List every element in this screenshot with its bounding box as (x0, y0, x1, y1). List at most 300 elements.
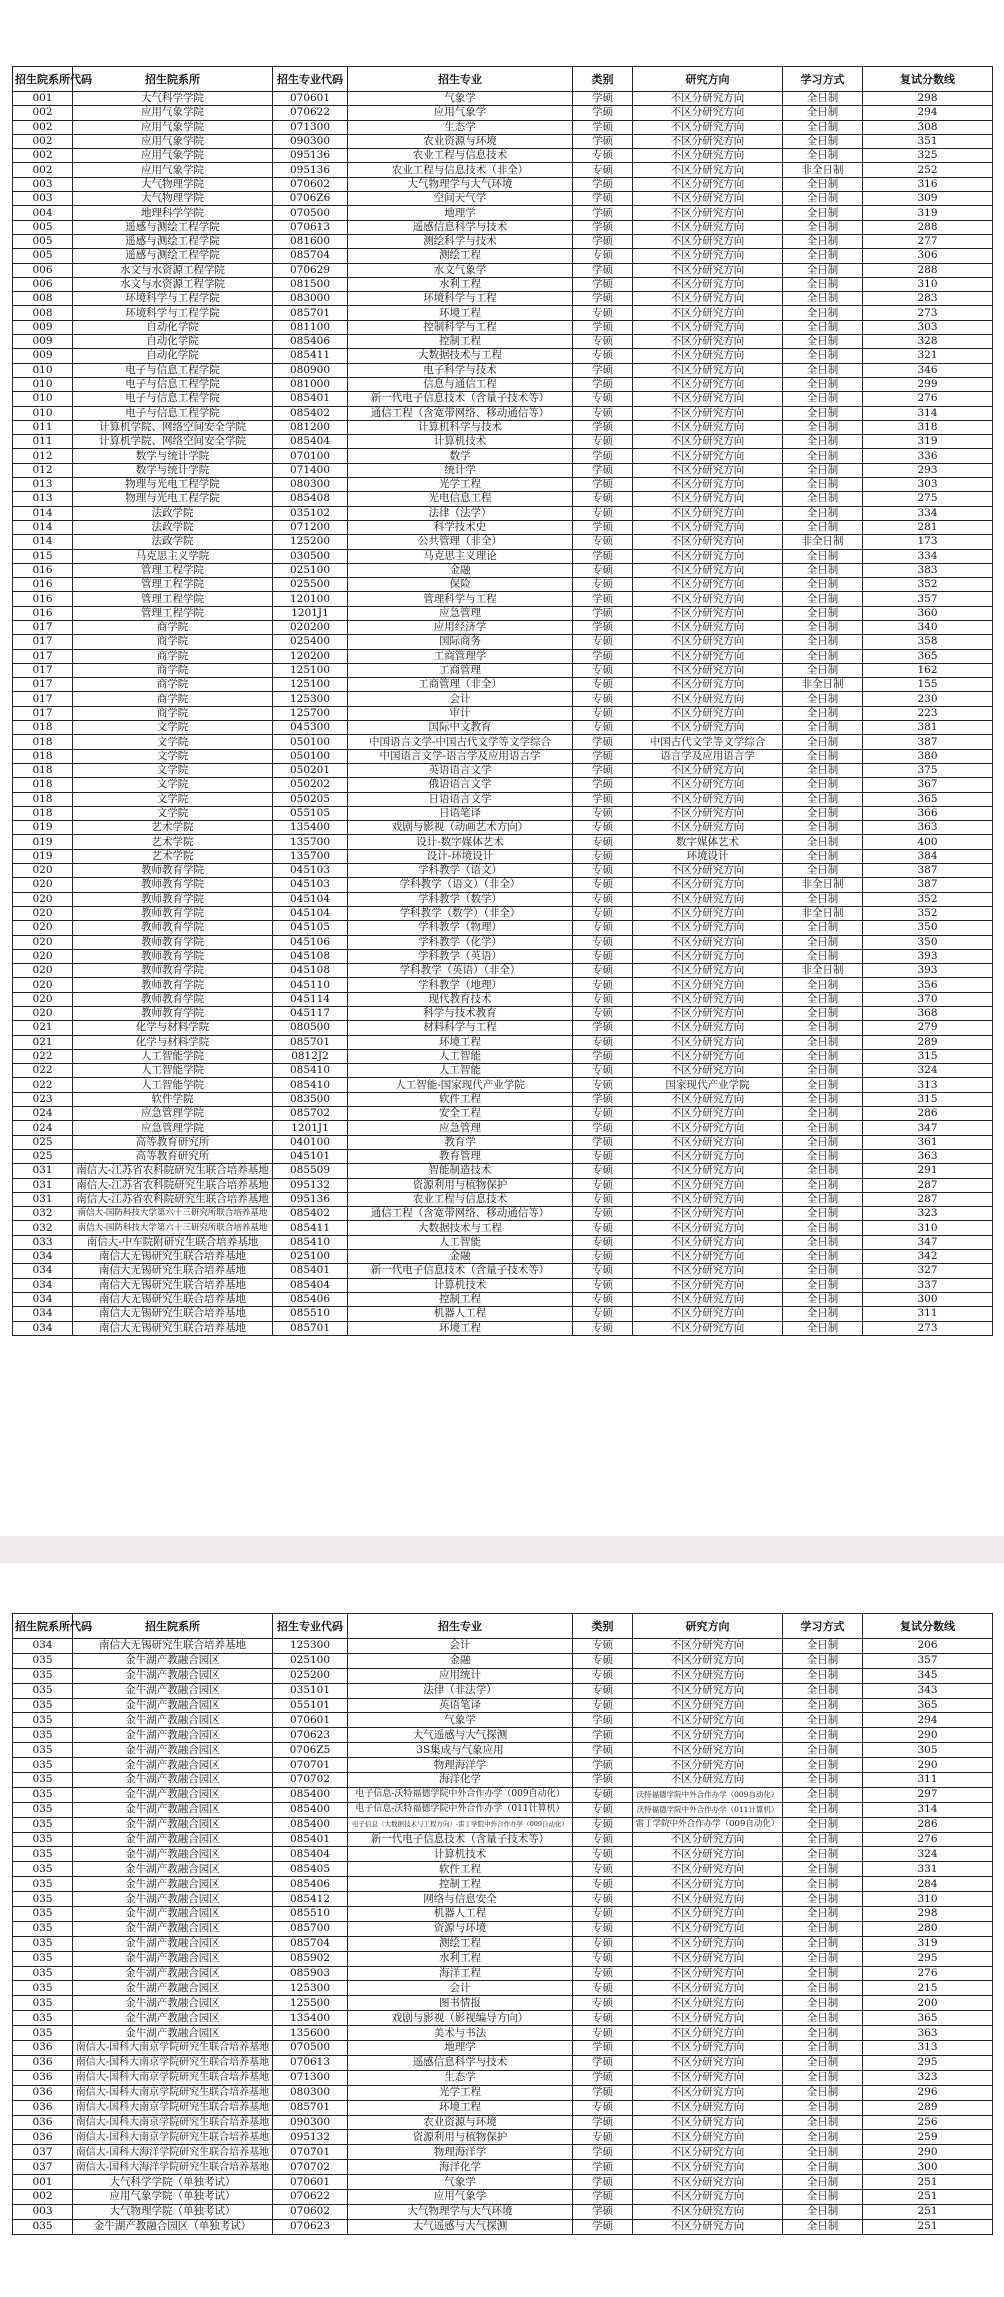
dept-cell: 应用气象学院 (73, 163, 273, 177)
type-cell: 学硕 (573, 592, 633, 606)
dept-cell: 金牛湖产教融合园区 (73, 1713, 273, 1728)
dept-cell: 南信大-江苏省农科院研究生联合培养基地 (73, 1164, 273, 1178)
dept-code-cell: 035 (13, 1817, 73, 1832)
study-mode-cell: 全日制 (783, 1832, 863, 1847)
major-cell: 物理海洋学 (348, 1758, 573, 1773)
study-mode-cell: 全日制 (783, 792, 863, 806)
score-cell: 314 (863, 406, 993, 420)
score-cell: 289 (863, 2100, 993, 2115)
dept-code-cell: 034 (13, 1639, 73, 1654)
dept-cell: 物理与光电工程学院 (73, 478, 273, 492)
study-mode-cell: 全日制 (783, 1121, 863, 1135)
dept-cell: 南信大-国科大海洋学院研究生联合培养基地 (73, 2160, 273, 2175)
type-cell: 学硕 (573, 1049, 633, 1063)
study-mode-cell: 非全日制 (783, 678, 863, 692)
score-cell: 288 (863, 220, 993, 234)
study-mode-cell: 全日制 (783, 449, 863, 463)
dept-cell: 教师教育学院 (73, 949, 273, 963)
score-cell: 291 (863, 1164, 993, 1178)
dept-cell: 金牛湖产教融合园区 (73, 1847, 273, 1862)
major-cell: 大气物理学与大气环境 (348, 2204, 573, 2219)
direction-cell: 数字媒体艺术 (633, 835, 783, 849)
type-cell: 专硕 (573, 435, 633, 449)
direction-cell: 不区分研究方向 (633, 363, 783, 377)
major-code-cell: 085902 (273, 1951, 348, 1966)
table-row (13, 1164, 993, 1178)
score-cell: 350 (863, 935, 993, 949)
dept-cell: 金牛湖产教融合园区 (73, 1892, 273, 1907)
table-row (13, 192, 993, 206)
score-cell: 259 (863, 2130, 993, 2145)
score-cell: 206 (863, 1639, 993, 1654)
score-cell: 276 (863, 1832, 993, 1847)
direction-cell: 不区分研究方向 (633, 1178, 783, 1192)
type-cell: 专硕 (573, 1907, 633, 1922)
type-cell: 学硕 (573, 2085, 633, 2100)
major-cell: 软件工程 (348, 1862, 573, 1877)
score-cell: 277 (863, 234, 993, 248)
dept-cell: 教师教育学院 (73, 864, 273, 878)
direction-cell: 不区分研究方向 (633, 1996, 783, 2011)
type-cell: 专硕 (573, 992, 633, 1006)
table-row (13, 606, 993, 620)
table-row (13, 1250, 993, 1264)
type-cell: 学硕 (573, 763, 633, 777)
table-row (13, 1207, 993, 1221)
table-row (13, 463, 993, 477)
direction-cell: 沃特福德学院中外合作办学（009自动化） (633, 1787, 783, 1802)
study-mode-cell: 非全日制 (783, 878, 863, 892)
table-row (13, 1321, 993, 1335)
table-row (13, 177, 993, 191)
table-row (13, 721, 993, 735)
major-code-cell: 083500 (273, 1092, 348, 1106)
dept-code-cell: 034 (13, 1292, 73, 1306)
major-code-cell: 085401 (273, 1264, 348, 1278)
major-code-cell: 081600 (273, 234, 348, 248)
type-cell: 专硕 (573, 1639, 633, 1654)
table-row (13, 2189, 993, 2204)
dept-cell: 金牛湖产教融合园区 (73, 1862, 273, 1877)
direction-cell: 不区分研究方向 (633, 406, 783, 420)
study-mode-cell: 全日制 (783, 649, 863, 663)
study-mode-cell: 全日制 (783, 1250, 863, 1264)
page-2 (0, 1563, 1004, 2297)
major-cell: 环境工程 (348, 1321, 573, 1335)
major-cell: 计算机技术 (348, 435, 573, 449)
direction-cell: 不区分研究方向 (633, 192, 783, 206)
score-cell: 313 (863, 1078, 993, 1092)
header-major-code: 招生专业代码 (273, 67, 348, 92)
dept-code-cell: 010 (13, 377, 73, 391)
direction-cell: 国家现代产业学院 (633, 1078, 783, 1092)
dept-cell: 数学与统计学院 (73, 463, 273, 477)
dept-code-cell: 016 (13, 578, 73, 592)
major-cell: 气象学 (348, 2175, 573, 2190)
study-mode-cell: 全日制 (783, 563, 863, 577)
dept-cell: 南信大-国科大南京学院研究生联合培养基地 (73, 2130, 273, 2145)
dept-cell: 南信大-江苏省农科院研究生联合培养基地 (73, 1192, 273, 1206)
direction-cell: 不区分研究方向 (633, 2189, 783, 2204)
major-code-cell: 050201 (273, 763, 348, 777)
study-mode-cell: 全日制 (783, 1921, 863, 1936)
table-row (13, 1787, 993, 1802)
dept-code-cell: 018 (13, 806, 73, 820)
study-mode-cell: 全日制 (783, 1207, 863, 1221)
table-row (13, 778, 993, 792)
score-cell: 173 (863, 535, 993, 549)
header-dept: 招生院系所 (73, 67, 273, 92)
major-code-cell: 085400 (273, 1817, 348, 1832)
type-cell: 专硕 (573, 1802, 633, 1817)
table-row (13, 1981, 993, 1996)
major-code-cell: 085702 (273, 1107, 348, 1121)
direction-cell: 不区分研究方向 (633, 2115, 783, 2130)
major-code-cell: 125300 (273, 1981, 348, 1996)
score-cell: 368 (863, 1007, 993, 1021)
dept-code-cell: 020 (13, 921, 73, 935)
dept-cell: 管理工程学院 (73, 578, 273, 592)
table-row (13, 134, 993, 148)
direction-cell: 不区分研究方向 (633, 1264, 783, 1278)
major-code-cell: 083000 (273, 292, 348, 306)
major-code-cell: 030500 (273, 549, 348, 563)
score-cell: 370 (863, 992, 993, 1006)
direction-cell: 不区分研究方向 (633, 2026, 783, 2041)
type-cell: 学硕 (573, 2070, 633, 2085)
major-cell: 学科教学（英语）（非全） (348, 964, 573, 978)
table-row (13, 1121, 993, 1135)
type-cell: 专硕 (573, 964, 633, 978)
type-cell: 专硕 (573, 678, 633, 692)
dept-cell: 教师教育学院 (73, 992, 273, 1006)
table-body-1 (13, 92, 993, 1336)
dept-cell: 金牛湖产教融合园区 (73, 1683, 273, 1698)
type-cell: 专硕 (573, 1107, 633, 1121)
dept-code-cell: 033 (13, 1235, 73, 1249)
table-row (13, 935, 993, 949)
dept-code-cell: 003 (13, 2204, 73, 2219)
dept-code-cell: 016 (13, 592, 73, 606)
score-cell: 294 (863, 106, 993, 120)
dept-cell: 商学院 (73, 692, 273, 706)
table-row (13, 549, 993, 563)
study-mode-cell: 全日制 (783, 1773, 863, 1788)
direction-cell: 不区分研究方向 (633, 2204, 783, 2219)
table-row (13, 892, 993, 906)
direction-cell: 不区分研究方向 (633, 778, 783, 792)
direction-cell: 不区分研究方向 (633, 134, 783, 148)
table-row (13, 1653, 993, 1668)
major-code-cell: 0706Z6 (273, 192, 348, 206)
table-row (13, 1007, 993, 1021)
type-cell: 专硕 (573, 949, 633, 963)
direction-cell: 不区分研究方向 (633, 663, 783, 677)
direction-cell: 不区分研究方向 (633, 149, 783, 163)
table-row (13, 2130, 993, 2145)
score-cell: 310 (863, 1221, 993, 1235)
score-cell: 340 (863, 620, 993, 634)
direction-cell: 不区分研究方向 (633, 1773, 783, 1788)
table-header-row (13, 1614, 993, 1639)
score-cell: 252 (863, 163, 993, 177)
type-cell: 专硕 (573, 1078, 633, 1092)
dept-cell: 人工智能学院 (73, 1078, 273, 1092)
table-row (13, 2100, 993, 2115)
score-cell: 334 (863, 549, 993, 563)
dept-code-cell: 035 (13, 1787, 73, 1802)
major-cell: 工商管理 (348, 663, 573, 677)
type-cell: 学硕 (573, 177, 633, 191)
dept-code-cell: 020 (13, 978, 73, 992)
dept-code-cell: 005 (13, 234, 73, 248)
major-cell: 设计-数字媒体艺术 (348, 835, 573, 849)
score-cell: 298 (863, 92, 993, 106)
major-code-cell: 045101 (273, 1149, 348, 1163)
dept-cell: 应用气象学院 (73, 106, 273, 120)
score-cell: 303 (863, 478, 993, 492)
type-cell: 学硕 (573, 220, 633, 234)
major-code-cell: 095136 (273, 1192, 348, 1206)
dept-cell: 水文与水资源工程学院 (73, 277, 273, 291)
direction-cell: 不区分研究方向 (633, 1278, 783, 1292)
major-cell: 美术与书法 (348, 2026, 573, 2041)
study-mode-cell: 全日制 (783, 1892, 863, 1907)
type-cell: 专硕 (573, 306, 633, 320)
major-cell: 应用气象学 (348, 2189, 573, 2204)
table-row (13, 106, 993, 120)
direction-cell: 不区分研究方向 (633, 1135, 783, 1149)
direction-cell: 不区分研究方向 (633, 435, 783, 449)
study-mode-cell: 全日制 (783, 635, 863, 649)
score-cell: 380 (863, 749, 993, 763)
direction-cell: 不区分研究方向 (633, 506, 783, 520)
score-cell: 294 (863, 1713, 993, 1728)
score-cell: 352 (863, 892, 993, 906)
type-cell: 学硕 (573, 2175, 633, 2190)
study-mode-cell: 全日制 (783, 1936, 863, 1951)
major-cell: 科学技术史 (348, 520, 573, 534)
table-row (13, 1192, 993, 1206)
table-row (13, 263, 993, 277)
dept-code-cell: 003 (13, 177, 73, 191)
dept-cell: 金牛湖产教融合园区 (73, 1817, 273, 1832)
type-cell: 专硕 (573, 2026, 633, 2041)
table-row (13, 1078, 993, 1092)
dept-cell: 商学院 (73, 678, 273, 692)
score-cell: 328 (863, 335, 993, 349)
table-row (13, 1728, 993, 1743)
score-cell: 273 (863, 306, 993, 320)
score-cell: 342 (863, 1250, 993, 1264)
score-cell: 319 (863, 206, 993, 220)
type-cell: 学硕 (573, 320, 633, 334)
table-row (13, 1773, 993, 1788)
dept-cell: 南信大无锡研究生联合培养基地 (73, 1250, 273, 1264)
dept-code-cell: 019 (13, 821, 73, 835)
study-mode-cell: 全日制 (783, 549, 863, 563)
table-row (13, 2204, 993, 2219)
study-mode-cell: 全日制 (783, 1178, 863, 1192)
major-code-cell: 045110 (273, 978, 348, 992)
score-cell: 286 (863, 1817, 993, 1832)
major-cell: 人工智能 (348, 1049, 573, 1063)
score-cell: 288 (863, 263, 993, 277)
dept-code-cell: 035 (13, 1728, 73, 1743)
dept-cell: 自动化学院 (73, 349, 273, 363)
dept-code-cell: 018 (13, 778, 73, 792)
major-code-cell: 081500 (273, 277, 348, 291)
dept-cell: 化学与材料学院 (73, 1021, 273, 1035)
study-mode-cell: 全日制 (783, 1235, 863, 1249)
study-mode-cell: 全日制 (783, 949, 863, 963)
major-cell: 会计 (348, 692, 573, 706)
score-cell: 337 (863, 1278, 993, 1292)
major-cell: 电子信息-沃特福德学院中外合作办学（009自动化） (348, 1787, 573, 1802)
score-cell: 286 (863, 1107, 993, 1121)
dept-cell: 遥感与测绘工程学院 (73, 249, 273, 263)
major-code-cell: 045106 (273, 935, 348, 949)
major-cell: 工商管理（非全） (348, 678, 573, 692)
table-row (13, 120, 993, 134)
dept-code-cell: 035 (13, 1981, 73, 1996)
score-cell: 295 (863, 1951, 993, 1966)
dept-cell: 金牛湖产教融合园区 (73, 1773, 273, 1788)
study-mode-cell: 全日制 (783, 249, 863, 263)
type-cell: 专硕 (573, 1862, 633, 1877)
table-row (13, 949, 993, 963)
dept-cell: 人工智能学院 (73, 1049, 273, 1063)
direction-cell: 不区分研究方向 (633, 1192, 783, 1206)
dept-cell: 大气科学学院 (73, 92, 273, 106)
major-cell: 资源与环境 (348, 1921, 573, 1936)
major-code-cell: 045108 (273, 964, 348, 978)
direction-cell: 不区分研究方向 (633, 1981, 783, 1996)
study-mode-cell: 全日制 (783, 1787, 863, 1802)
direction-cell: 不区分研究方向 (633, 1250, 783, 1264)
dept-cell: 管理工程学院 (73, 563, 273, 577)
score-cell: 290 (863, 2145, 993, 2160)
direction-cell: 不区分研究方向 (633, 478, 783, 492)
table-row (13, 535, 993, 549)
major-cell: 水利工程 (348, 277, 573, 291)
type-cell: 专硕 (573, 1035, 633, 1049)
major-cell: 控制工程 (348, 335, 573, 349)
dept-cell: 教师教育学院 (73, 906, 273, 920)
direction-cell: 不区分研究方向 (633, 1321, 783, 1335)
major-cell: 遥感信息科学与技术 (348, 220, 573, 234)
type-cell: 专硕 (573, 1832, 633, 1847)
study-mode-cell: 全日制 (783, 263, 863, 277)
dept-cell: 南信大无锡研究生联合培养基地 (73, 1264, 273, 1278)
dept-code-cell: 035 (13, 1698, 73, 1713)
major-code-cell: 025100 (273, 563, 348, 577)
major-cell: 水利工程 (348, 1951, 573, 1966)
table-row (13, 1936, 993, 1951)
major-cell: 资源利用与植物保护 (348, 2130, 573, 2145)
major-code-cell: 080300 (273, 2085, 348, 2100)
major-cell: 新一代电子信息技术（含量子技术等） (348, 392, 573, 406)
direction-cell: 不区分研究方向 (633, 1698, 783, 1713)
direction-cell: 中国古代文学等文学综合 (633, 735, 783, 749)
score-cell: 289 (863, 1035, 993, 1049)
type-cell: 专硕 (573, 849, 633, 863)
direction-cell: 不区分研究方向 (633, 520, 783, 534)
header-dept-code: 招生院系所代码 (13, 1614, 73, 1639)
score-cell: 334 (863, 506, 993, 520)
type-cell: 专硕 (573, 721, 633, 735)
score-cell: 299 (863, 377, 993, 391)
direction-cell: 沃特福德学院中外合作办学（011计算机） (633, 1802, 783, 1817)
score-cell: 361 (863, 1135, 993, 1149)
direction-cell: 不区分研究方向 (633, 620, 783, 634)
study-mode-cell: 全日制 (783, 120, 863, 134)
table-row (13, 277, 993, 291)
dept-cell: 法政学院 (73, 520, 273, 534)
score-cell: 381 (863, 721, 993, 735)
dept-code-cell: 035 (13, 1892, 73, 1907)
dept-cell: 人工智能学院 (73, 1064, 273, 1078)
major-code-cell: 090300 (273, 2115, 348, 2130)
major-cell: 俄语语言文学 (348, 778, 573, 792)
dept-cell: 艺术学院 (73, 849, 273, 863)
major-code-cell: 070701 (273, 2145, 348, 2160)
major-code-cell: 1201J1 (273, 606, 348, 620)
dept-cell: 地理科学学院 (73, 206, 273, 220)
study-mode-cell: 全日制 (783, 1064, 863, 1078)
direction-cell: 不区分研究方向 (633, 1307, 783, 1321)
major-code-cell: 125500 (273, 1996, 348, 2011)
study-mode-cell: 非全日制 (783, 535, 863, 549)
direction-cell: 不区分研究方向 (633, 349, 783, 363)
direction-cell: 不区分研究方向 (633, 535, 783, 549)
score-cell: 321 (863, 349, 993, 363)
dept-code-cell: 020 (13, 906, 73, 920)
direction-cell: 不区分研究方向 (633, 1668, 783, 1683)
direction-cell: 不区分研究方向 (633, 1235, 783, 1249)
study-mode-cell: 全日制 (783, 1758, 863, 1773)
score-cell: 366 (863, 806, 993, 820)
major-cell: 通信工程（含宽带网络、移动通信等） (348, 406, 573, 420)
major-cell: 农业资源与环境 (348, 2115, 573, 2130)
dept-code-cell: 005 (13, 220, 73, 234)
score-cell: 300 (863, 2160, 993, 2175)
major-cell: 控制工程 (348, 1877, 573, 1892)
dept-cell: 管理工程学院 (73, 592, 273, 606)
study-mode-cell: 全日制 (783, 1278, 863, 1292)
major-cell: 电子信息-沃特福德学院中外合作办学（011计算机） (348, 1802, 573, 1817)
major-code-cell: 085510 (273, 1307, 348, 1321)
table-row (13, 1035, 993, 1049)
dept-cell: 南信大-国科大南京学院研究生联合培养基地 (73, 2041, 273, 2056)
study-mode-cell: 全日制 (783, 306, 863, 320)
type-cell: 专硕 (573, 1292, 633, 1306)
dept-cell: 教师教育学院 (73, 1007, 273, 1021)
major-cell: 信息与通信工程 (348, 377, 573, 391)
score-cell: 275 (863, 492, 993, 506)
study-mode-cell: 全日制 (783, 1164, 863, 1178)
table-row (13, 249, 993, 263)
score-cell: 281 (863, 520, 993, 534)
score-cell: 400 (863, 835, 993, 849)
direction-cell: 不区分研究方向 (633, 692, 783, 706)
major-code-cell: 045104 (273, 892, 348, 906)
major-cell: 大气物理学与大气环境 (348, 177, 573, 191)
dept-code-cell: 035 (13, 1951, 73, 1966)
dept-code-cell: 034 (13, 1321, 73, 1335)
major-cell: 光学工程 (348, 2085, 573, 2100)
major-cell: 英语语言文学 (348, 763, 573, 777)
